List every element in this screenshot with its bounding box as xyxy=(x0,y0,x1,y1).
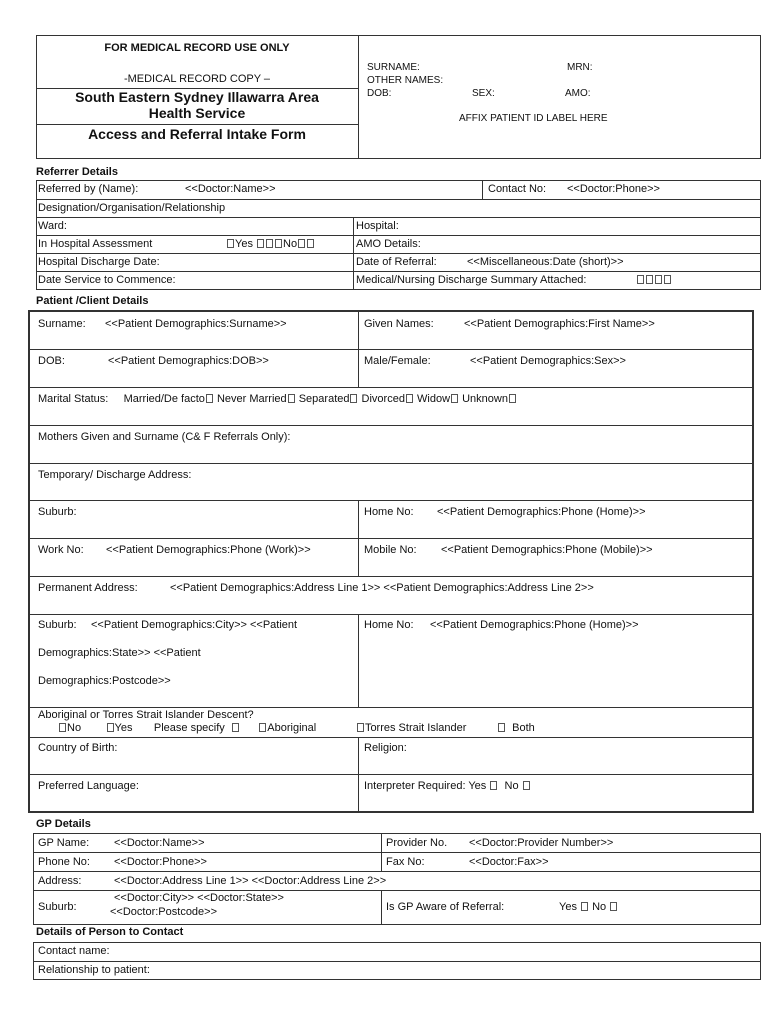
referrer-rule xyxy=(36,217,761,218)
marital-checkbox[interactable] xyxy=(206,394,213,403)
home-no2-label: Home No: xyxy=(364,619,414,631)
gp-provider-label: Provider No. xyxy=(386,837,448,849)
atsi-question: Aboriginal or Torres Strait Islander Descent? xyxy=(38,709,254,721)
gp-phone-value[interactable]: <<Doctor:Phone>> xyxy=(114,856,207,868)
suburb2-value-line1[interactable]: <<Patient Demographics:City>> <<Patient xyxy=(91,619,298,631)
affix-label: AFFIX PATIENT ID LABEL HERE xyxy=(459,113,608,124)
gp-address-label: Address: xyxy=(38,875,82,887)
referrer-rule xyxy=(36,235,761,236)
patient-col xyxy=(358,614,359,707)
atsi-no-label: No xyxy=(67,722,82,734)
home-no2-value[interactable]: <<Patient Demographics:Phone (Home)>> xyxy=(430,619,639,631)
gp-name-value[interactable]: <<Doctor:Name>> xyxy=(114,837,205,849)
gp-suburb-line2[interactable]: <<Doctor:Postcode>> xyxy=(110,906,218,918)
atsi-tsi-checkbox[interactable] xyxy=(357,723,364,732)
atsi-specify-label: Please specify xyxy=(153,722,225,734)
mobile-no-label: Mobile No: xyxy=(364,544,417,556)
perm-address-value[interactable]: <<Patient Demographics:Address Line 1>> <<Patient Demographics:Address Line 2>> xyxy=(170,582,594,594)
patient-col xyxy=(358,500,359,576)
in-hospital-extra-checkbox[interactable] xyxy=(257,239,264,248)
atsi-tsi-label: Torres Strait Islander xyxy=(364,722,467,734)
temp-address-field[interactable]: Temporary/ Discharge Address: xyxy=(38,469,192,481)
preferred-language-field[interactable]: Preferred Language: xyxy=(38,780,139,792)
amo-details-field[interactable]: AMO Details: xyxy=(356,238,421,250)
marital-option[interactable]: Never Married xyxy=(216,393,287,405)
sex-value[interactable]: <<Patient Demographics:Sex>> xyxy=(470,355,626,367)
interpreter-no-label: No xyxy=(504,780,519,792)
patient-rule xyxy=(30,614,752,615)
patient-rule xyxy=(30,774,752,775)
gp-aware-yes-checkbox[interactable] xyxy=(581,902,588,911)
referrer-rule xyxy=(36,199,761,200)
mobile-no-value[interactable]: <<Patient Demographics:Phone (Mobile)>> xyxy=(441,544,653,556)
marital-option[interactable]: Divorced xyxy=(361,393,405,405)
dob-label: DOB: xyxy=(38,355,65,367)
form-title: Access and Referral Intake Form xyxy=(88,126,306,142)
patient-rule xyxy=(30,349,752,350)
atsi-yes-label: Yes xyxy=(114,722,133,734)
contact-no-label: Contact No: xyxy=(488,183,547,195)
label-sex: SEX: xyxy=(472,88,495,99)
patient-rule xyxy=(30,387,752,388)
summary-checkbox[interactable] xyxy=(664,275,671,284)
given-names-label: Given Names: xyxy=(364,318,434,330)
referred-by-value[interactable]: <<Doctor:Name>> xyxy=(185,183,276,195)
label-mrn: MRN: xyxy=(567,62,593,73)
marital-checkbox[interactable] xyxy=(288,394,295,403)
suburb-field[interactable]: Suburb: xyxy=(38,506,77,518)
gp-rule xyxy=(33,852,761,853)
summary-attached-label: Medical/Nursing Discharge Summary Attached: xyxy=(356,274,587,286)
marital-option[interactable]: Separated xyxy=(298,393,350,405)
atsi-options xyxy=(58,722,535,734)
gp-fax-label: Fax No: xyxy=(386,856,425,868)
marital-option[interactable]: Married/De facto xyxy=(123,393,205,405)
patient-rule xyxy=(30,737,752,738)
marital-status-row xyxy=(38,393,517,405)
label-dob: DOB: xyxy=(367,88,392,99)
yes-label: Yes xyxy=(235,238,253,250)
patient-rule xyxy=(30,576,752,577)
interpreter-no-checkbox[interactable] xyxy=(523,781,530,790)
interpreter-yes-checkbox[interactable] xyxy=(490,781,497,790)
marital-checkbox[interactable] xyxy=(509,394,516,403)
sex-label: Male/Female: xyxy=(364,355,431,367)
marital-checkbox[interactable] xyxy=(406,394,413,403)
surname-label: Surname: xyxy=(38,318,86,330)
suburb2-value-line2[interactable]: Demographics:State>> <<Patient xyxy=(38,647,201,659)
work-no-label: Work No: xyxy=(38,544,84,556)
label-other-names: OTHER NAMES: xyxy=(367,75,444,86)
atsi-aboriginal-label: Aboriginal xyxy=(267,722,317,734)
gp-fax-value[interactable]: <<Doctor:Fax>> xyxy=(469,856,549,868)
gp-aware-yes-label: Yes xyxy=(559,901,577,913)
patient-col xyxy=(358,310,359,387)
gp-aware-no-label: No xyxy=(592,901,607,913)
summary-checkbox[interactable] xyxy=(655,275,662,284)
section-contact: Details of Person to Contact xyxy=(36,926,184,938)
org-name-line2: Health Service xyxy=(148,105,246,121)
section-patient: Patient /Client Details xyxy=(36,295,149,307)
religion-field[interactable]: Religion: xyxy=(364,742,407,754)
discharge-date-field[interactable]: Hospital Discharge Date: xyxy=(38,256,160,268)
summary-checkbox[interactable] xyxy=(637,275,644,284)
in-hospital-extra-checkbox[interactable] xyxy=(266,239,273,248)
patient-rule xyxy=(30,463,752,464)
marital-checkbox[interactable] xyxy=(451,394,458,403)
in-hospital-no-checkbox[interactable] xyxy=(275,239,282,248)
contact-no-value[interactable]: <<Doctor:Phone>> xyxy=(567,183,660,195)
gp-suburb-line1[interactable]: <<Doctor:City>> <<Doctor:State>> xyxy=(114,892,284,904)
mothers-name-field[interactable]: Mothers Given and Surname (C& F Referrals Only): xyxy=(38,431,291,443)
patient-rule xyxy=(30,538,752,539)
atsi-aboriginal-checkbox[interactable] xyxy=(259,723,266,732)
in-hospital-extra-checkbox[interactable] xyxy=(298,239,305,248)
home-no-label: Home No: xyxy=(364,506,414,518)
summary-attached-checkboxes xyxy=(636,274,672,286)
suburb2-value-line3[interactable]: Demographics:Postcode>> xyxy=(38,675,171,687)
atsi-both-label: Both xyxy=(512,722,535,734)
section-referrer: Referrer Details xyxy=(36,166,118,178)
referrer-col xyxy=(482,180,483,199)
patient-col xyxy=(358,737,359,813)
home-no-value[interactable]: <<Patient Demographics:Phone (Home)>> xyxy=(437,506,646,518)
marital-status-label: Marital Status: xyxy=(38,393,109,405)
in-hospital-options xyxy=(226,238,315,250)
medical-record-use: FOR MEDICAL RECORD USE ONLY xyxy=(104,42,290,54)
medical-record-copy: -MEDICAL RECORD COPY – xyxy=(123,73,271,85)
atsi-both-checkbox[interactable] xyxy=(498,723,505,732)
atsi-yes-checkbox[interactable] xyxy=(107,723,114,732)
ward-field[interactable]: Ward: xyxy=(38,220,67,232)
interpreter-label: Interpreter Required: Yes xyxy=(364,780,487,792)
hospital-field[interactable]: Hospital: xyxy=(356,220,399,232)
contact-relationship-field[interactable]: Relationship to patient: xyxy=(38,964,150,976)
contact-rule xyxy=(33,961,761,962)
marital-checkbox[interactable] xyxy=(350,394,357,403)
referred-by-label: Referred by (Name): xyxy=(38,183,139,195)
patient-rule xyxy=(30,425,752,426)
header-rule-2 xyxy=(36,124,358,125)
atsi-no-checkbox[interactable] xyxy=(59,723,66,732)
gp-phone-label: Phone No: xyxy=(38,856,90,868)
contact-name-field[interactable]: Contact name: xyxy=(38,945,110,957)
gp-col xyxy=(381,833,382,871)
label-amo: AMO: xyxy=(565,88,591,99)
perm-address-label: Permanent Address: xyxy=(38,582,138,594)
patient-rule xyxy=(30,707,752,708)
atsi-specify-checkbox[interactable] xyxy=(232,723,239,732)
summary-checkbox[interactable] xyxy=(646,275,653,284)
gp-col xyxy=(381,890,382,925)
referrer-rule xyxy=(36,253,761,254)
header-divider xyxy=(358,35,359,159)
marital-option[interactable]: Widow xyxy=(417,393,451,405)
in-hospital-extra-checkbox[interactable] xyxy=(307,239,314,248)
date-referral-label: Date of Referral: xyxy=(356,256,437,268)
referrer-rule xyxy=(36,271,761,272)
gp-aware-options xyxy=(559,901,618,913)
gp-rule xyxy=(33,871,761,872)
gp-provider-value[interactable]: <<Doctor:Provider Number>> xyxy=(469,837,614,849)
designation-field[interactable]: Designation/Organisation/Relationship xyxy=(38,202,226,214)
interpreter-row xyxy=(364,780,531,792)
label-surname: SURNAME: xyxy=(367,62,420,73)
in-hospital-yes-checkbox[interactable] xyxy=(227,239,234,248)
country-of-birth-field[interactable]: Country of Birth: xyxy=(38,742,118,754)
work-no-value[interactable]: <<Patient Demographics:Phone (Work)>> xyxy=(106,544,311,556)
service-commence-field[interactable]: Date Service to Commence: xyxy=(38,274,176,286)
org-name-line1: South Eastern Sydney Illawarra Area xyxy=(75,89,319,105)
patient-rule xyxy=(30,500,752,501)
referrer-col xyxy=(353,217,354,290)
surname-value[interactable]: <<Patient Demographics:Surname>> xyxy=(105,318,287,330)
marital-option[interactable]: Unknown xyxy=(462,393,508,405)
in-hospital-label: In Hospital Assessment xyxy=(38,238,153,250)
date-referral-value[interactable]: <<Miscellaneous:Date (short)>> xyxy=(467,256,624,268)
gp-aware-no-checkbox[interactable] xyxy=(610,902,617,911)
given-names-value[interactable]: <<Patient Demographics:First Name>> xyxy=(464,318,655,330)
section-gp: GP Details xyxy=(36,818,91,830)
gp-rule xyxy=(33,890,761,891)
gp-address-value[interactable]: <<Doctor:Address Line 1>> <<Doctor:Address Line 2>> xyxy=(114,875,387,887)
gp-name-label: GP Name: xyxy=(38,837,90,849)
gp-suburb-label: Suburb: xyxy=(38,901,77,913)
dob-value[interactable]: <<Patient Demographics:DOB>> xyxy=(108,355,269,367)
no-label: No xyxy=(283,238,298,250)
suburb2-label: Suburb: xyxy=(38,619,77,631)
gp-aware-label: Is GP Aware of Referral: xyxy=(386,901,505,913)
